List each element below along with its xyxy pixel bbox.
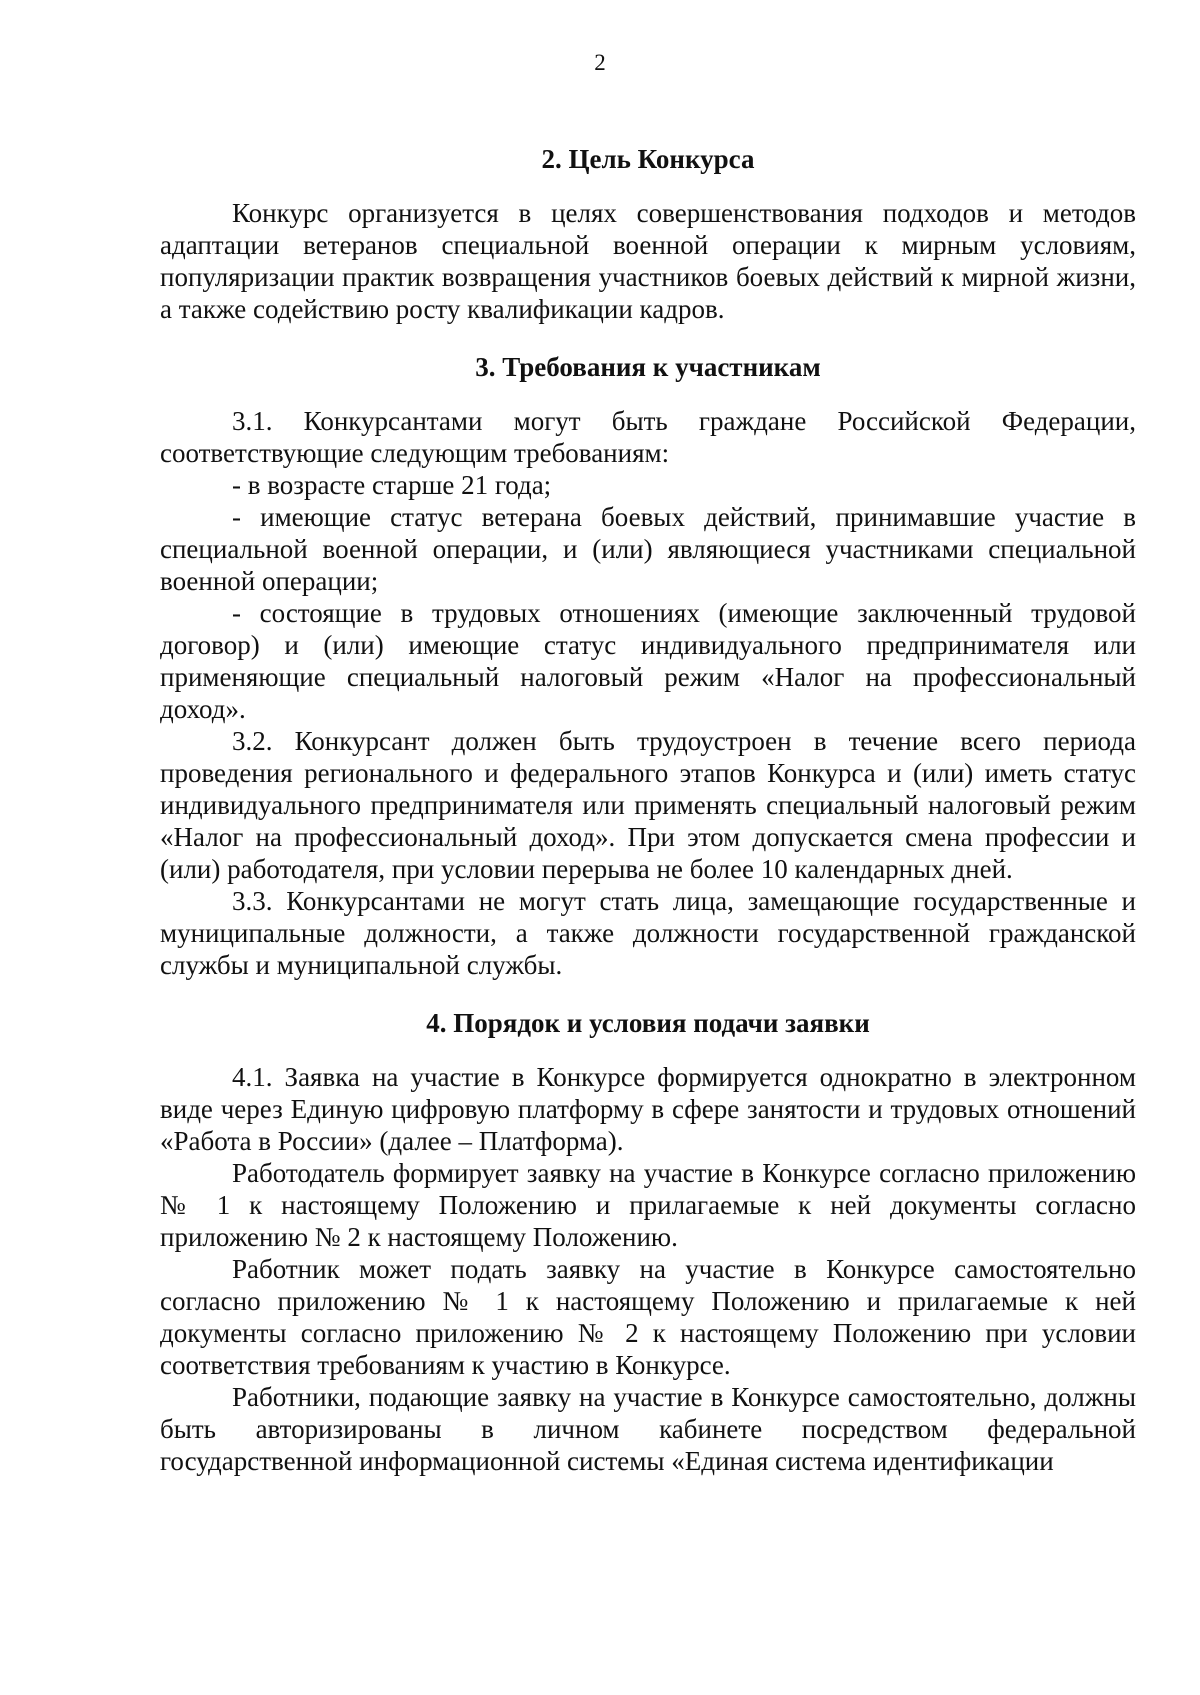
section-2-heading: 2. Цель Конкурса — [541, 144, 755, 174]
clause-4-1-authorization: Работники, подающие заявку на участие в Конкурсе самостоятельно, должны быть авторизированы в личном кабинете посредством федеральной государственной информационной системы «Единая система идентификации — [160, 1382, 1136, 1476]
clause-4-1: 4.1. Заявка на участие в Конкурсе формируется однократно в электронном виде через Единую цифровую платформу в сфере занятости и трудовых отношений «Работа в России» (далее – Платформа). — [160, 1062, 1136, 1156]
clause-4-1-employee: Работник может подать заявку на участие в Конкурсе самостоятельно согласно приложению № 1 к настоящему Положению и прилагаемые к ней документы согласно приложению № 2 к настоящему Положению при условии соответствия требованиям к участию в Конкурсе. — [160, 1254, 1136, 1380]
clause-3-1-item-employment: - состоящие в трудовых отношениях (имеющие заключенный трудовой договор) и (или) имеющие статус индивидуального предпринимателя или применяющие специальный налоговый режим «Налог на профессиональный доход». — [160, 598, 1136, 724]
clause-3-3: 3.3. Конкурсантами не могут стать лица, замещающие государственные и муниципальные должности, а также должности государственной гражданской службы и муниципальной службы. — [160, 886, 1136, 980]
clause-3-1-item-veteran: - имеющие статус ветерана боевых действий, принимавшие участие в специальной военной операции, и (или) являющиеся участниками специальной военной операции; — [160, 502, 1136, 596]
clause-3-1-item-age: - в возрасте старше 21 года; — [232, 470, 552, 500]
clause-4-1-employer: Работодатель формирует заявку на участие в Конкурсе согласно приложению № 1 к настоящему Положению и прилагаемые к ней документы согласно приложению № 2 к настоящему Положению. — [160, 1158, 1136, 1252]
clause-3-1: 3.1. Конкурсантами могут быть граждане Российской Федерации, соответствующие следующим требованиям: — [160, 406, 1136, 468]
page-number: 2 — [594, 50, 606, 75]
section-2-paragraph-1: Конкурс организуется в целях совершенствования подходов и методов адаптации ветеранов специальной военной операции к мирным условиям, популяризации практик возвращения участников боевых действий к мирной жизни, а также содействию росту квалификации кадров. — [160, 198, 1136, 324]
section-4-heading: 4. Порядок и условия подачи заявки — [426, 1008, 870, 1038]
document-body — [160, 143, 1136, 1477]
section-3-heading: 3. Требования к участникам — [475, 352, 821, 382]
clause-3-2: 3.2. Конкурсант должен быть трудоустроен в течение всего периода проведения регионального и федерального этапов Конкурса и (или) иметь статус индивидуального предпринимателя или применять специальный налоговый режим «Налог на профессиональный доход». При этом допускается смена профессии и (или) работодателя, при условии перерыва не более 10 календарных дней. — [160, 726, 1136, 884]
